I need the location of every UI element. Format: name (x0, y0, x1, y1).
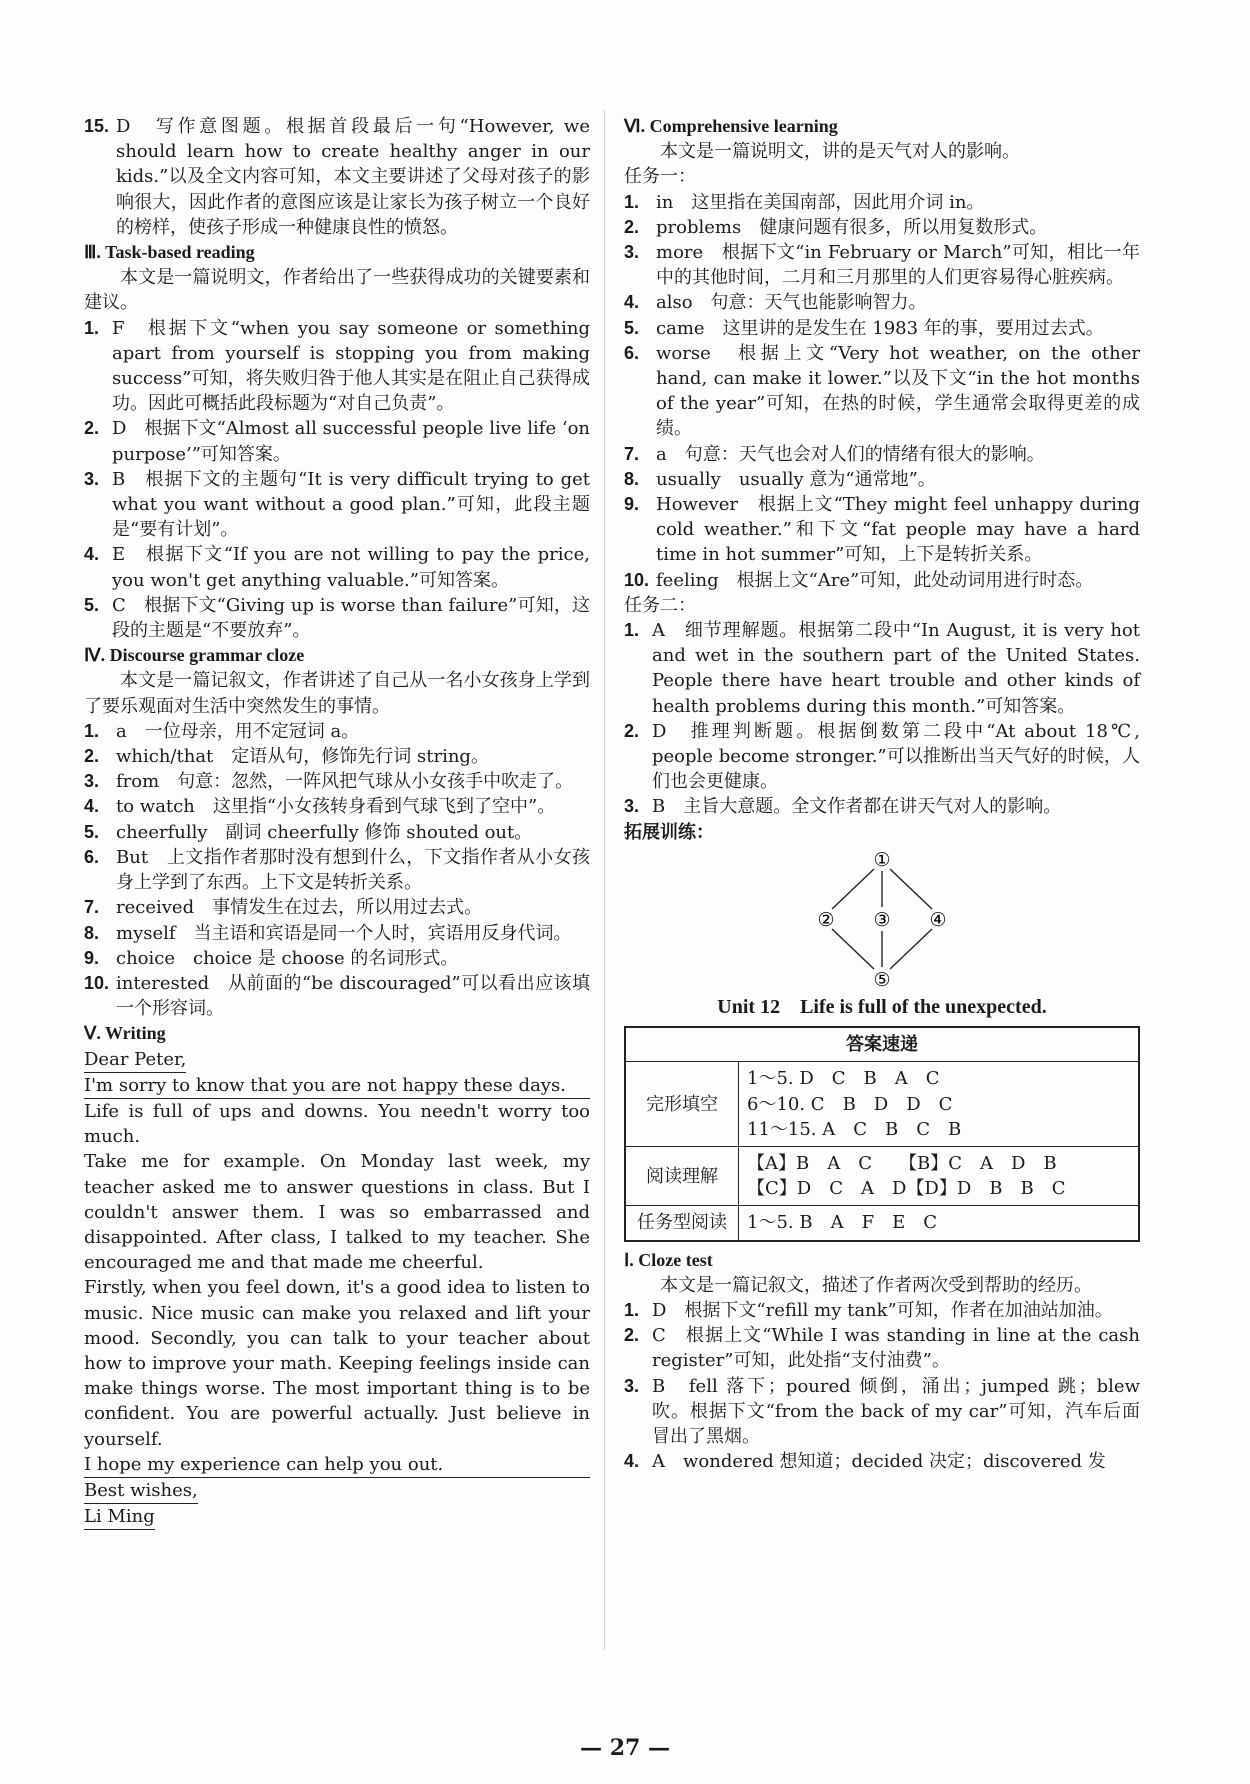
item-text: But 上文指作者那时没有想到什么，下文指作者从小女孩身上学到了东西。上下文是转折关系。 (116, 846, 590, 894)
item-number: 2. (84, 418, 100, 439)
item-number: 2. (624, 216, 640, 237)
section-heading: Ⅰ. Cloze test (624, 1249, 713, 1270)
letter-greeting: Dear Peter, (84, 1047, 186, 1073)
item-number: 5. (84, 594, 100, 615)
answer-item (624, 1374, 1140, 1450)
item-text: D 根据下文“Almost all successful people live life ‘on purpose’”可知答案。 (112, 418, 590, 465)
answer-item (624, 1323, 1140, 1373)
item-text: to watch 这里指“小女孩转身看到气球飞到了空中”。 (116, 796, 556, 818)
answer-item (84, 719, 590, 744)
answer-item (624, 442, 1140, 467)
answer-item (624, 719, 1140, 795)
item-text: choice choice 是 choose 的名词形式。 (116, 947, 459, 969)
letter-opening: I'm sorry to know that you are not happy these days. (84, 1073, 590, 1099)
answer-row-label: 完形填空 (625, 1062, 739, 1147)
right-column (624, 114, 1140, 1474)
answer-list (624, 1298, 1140, 1474)
answer-item (84, 114, 590, 240)
diagram-node: ② (817, 908, 835, 931)
item-text: D 写作意图题。根据首段最后一句“However, we should learn how to create healthy anger in our kids.”以及全文内容可知，本文主要讲述了父母对孩子的影响很大，因此作者的意图应该是让家长为孩子树立一个良好的榜样，使孩子形成一种健康良性的愤怒。 (116, 116, 590, 238)
answer-item (624, 568, 1140, 593)
item-text: D 推理判断题。根据倒数第二段中“At about 18℃, people become stronger.”可以推断出当天气好的时候，人们也会更健康。 (652, 720, 1140, 793)
diagram-node: ① (873, 848, 891, 871)
item-text: B 主旨大意题。全文作者都在讲天气对人的影响。 (652, 796, 1062, 818)
answer-item (84, 542, 590, 592)
item-text: C 根据下文“Giving up is worse than failure”可知，这段的主题是“不要放弃”。 (112, 594, 590, 642)
item-number: 1. (624, 620, 640, 641)
item-text: also 句意：天气也能影响智力。 (656, 292, 927, 314)
letter-closing: I hope my experience can help you out. (84, 1452, 590, 1478)
item-text: worse 根据上文“Very hot weather, on the other hand, can make it lower.”以及下文“in the hot months of the year”可知，在热的时候，学生通常会取得更差的成绩。 (656, 342, 1140, 440)
answer-line: 6～10. C B D D C (747, 1093, 953, 1115)
item-number: 8. (84, 922, 100, 943)
answer-list (84, 719, 590, 1021)
item-number: 3. (624, 1375, 640, 1396)
item-text: more 根据下文“in February or March”可知，相比一年中的其他时间，二月和三月那里的人们更容易得心脏疾病。 (656, 242, 1140, 289)
answer-line: 1～5. D C B A C (747, 1068, 940, 1090)
item-number: 1. (84, 720, 100, 741)
answer-list (624, 618, 1140, 820)
section-heading: Ⅴ. Writing (84, 1023, 166, 1044)
item-number: 6. (84, 846, 100, 867)
item-text: D 根据下文“refill my tank”可知，作者在加油站加油。 (652, 1299, 1113, 1321)
answer-item (84, 895, 590, 920)
left-column (84, 114, 590, 1530)
letter-name: Li Ming (84, 1504, 155, 1530)
diagram-node: ④ (929, 908, 947, 931)
letter-signoff: Best wishes, (84, 1478, 198, 1504)
item-text: problems 健康问题有很多，所以用复数形式。 (656, 216, 1048, 238)
item-text: a 一位母亲，用不定冠词 a。 (116, 720, 360, 742)
answer-row-values (739, 1062, 1140, 1147)
item-number: 9. (84, 947, 100, 968)
answer-item (624, 316, 1140, 341)
item-number: 8. (624, 468, 640, 489)
section-intro: 本文是一篇说明文，作者给出了一些获得成功的关键要素和建议。 (84, 267, 590, 314)
item-text: came 这里讲的是发生在 1983 年的事，要用过去式。 (656, 317, 1104, 339)
item-number: 4. (84, 796, 100, 817)
item-text: E 根据下文“If you are not willing to pay the price, you won't get anything valuable.”可知答案。 (112, 544, 590, 591)
item-text: feeling 根据上文“Are”可知，此处动词用进行时态。 (656, 569, 1094, 591)
answer-row-values (739, 1206, 1140, 1241)
answer-table-header: 答案速递 (625, 1027, 1139, 1062)
item-number: 2. (624, 720, 640, 741)
item-text: in 这里指在美国南部，因此用介词 in。 (656, 191, 985, 213)
item-number: 1. (84, 317, 100, 338)
item-number: 9. (624, 494, 640, 515)
diagram-node: ⑤ (873, 968, 891, 989)
section-intro: 本文是一篇说明文，讲的是天气对人的影响。 (660, 141, 1020, 163)
item-number: 10. (84, 972, 110, 993)
letter-paragraph: Take me for example. On Monday last week, my teacher asked me to answer questions in class. But I couldn't answer them. I was so embarrassed and disappointed. After class, I talked to my teacher. She encouraged me and that made me cheerful. (84, 1151, 590, 1274)
answer-item (84, 416, 590, 466)
answer-item (84, 971, 590, 1021)
item-text: However 根据上文“They might feel unhappy during cold weather.”和下文“fat people may have a hard time in hot summer”可知，上下是转折关系。 (656, 494, 1140, 566)
item-number: 10. (624, 569, 650, 590)
section-intro: 本文是一篇记叙文，描述了作者两次受到帮助的经历。 (660, 1274, 1092, 1296)
answer-item (84, 593, 590, 643)
item-text: A wondered 想知道；decided 决定；discovered 发 (652, 1451, 1106, 1473)
answer-item (84, 921, 590, 946)
item-text: usually usually 意为“通常地”。 (656, 468, 936, 490)
section-heading: Ⅵ. Comprehensive learning (624, 116, 838, 136)
answer-row-label: 阅读理解 (625, 1146, 739, 1205)
answer-item (624, 618, 1140, 719)
answer-item (624, 492, 1140, 568)
item-text: received 事情发生在过去，所以用过去式。 (116, 897, 483, 919)
item-number: 5. (624, 317, 640, 338)
answer-item (84, 946, 590, 971)
answer-line: 1～5. B A F E C (747, 1212, 937, 1234)
answer-item (624, 240, 1140, 290)
letter (84, 1047, 590, 1531)
answer-item (84, 820, 590, 845)
item-number: 1. (624, 1299, 640, 1320)
item-text: from 句意：忽然，一阵风把气球从小女孩手中吹走了。 (116, 771, 574, 793)
page-number-value: 27 (609, 1735, 641, 1761)
extension-label: 拓展训练： (624, 821, 714, 843)
answer-item (84, 769, 590, 794)
item-text: B 根据下文的主题句“It is very difficult trying to get what you want without a good plan.”可知，此段主题是“要有计划”。 (112, 468, 590, 541)
answer-item (624, 190, 1140, 215)
item-number: 4. (84, 544, 100, 565)
item-text: interested 从前面的“be discouraged”可以看出应该填一个形容词。 (116, 972, 590, 1020)
item-number: 1. (624, 191, 640, 212)
answer-item (624, 1298, 1140, 1323)
page-number: — 27 — (580, 1735, 670, 1761)
answer-item (624, 467, 1140, 492)
item-number: 4. (624, 1451, 640, 1472)
answer-list (624, 190, 1140, 593)
answer-list (84, 316, 590, 644)
item-number: 7. (84, 897, 100, 918)
structure-diagram (802, 849, 962, 989)
item-number: 3. (84, 468, 100, 489)
item-number: 4. (624, 292, 640, 313)
item-text: myself 当主语和宾语是同一个人时，宾语用反身代词。 (116, 922, 572, 944)
unit-title: Unit 12 Life is full of the unexpected. (717, 995, 1047, 1018)
item-text: C 根据上文“While I was standing in line at the cash register”可知，此处指“支付油费”。 (652, 1325, 1140, 1372)
answer-row-values (739, 1146, 1140, 1205)
item-number: 3. (624, 796, 640, 817)
answer-table (624, 1026, 1140, 1241)
section-heading: Ⅳ. Discourse grammar cloze (84, 645, 305, 666)
answer-row-label: 任务型阅读 (625, 1206, 739, 1241)
answer-item (84, 845, 590, 895)
item-number: 3. (84, 771, 100, 792)
answer-item (624, 794, 1140, 819)
item-text: a 句意：天气也会对人们的情绪有很大的影响。 (656, 443, 1045, 465)
column-divider (604, 110, 605, 1650)
answer-item (624, 215, 1140, 240)
item-number: 5. (84, 821, 100, 842)
item-number: 6. (624, 342, 640, 363)
task-label: 任务一： (624, 166, 696, 188)
answer-item (624, 341, 1140, 442)
answer-item (84, 316, 590, 417)
item-number: 2. (624, 1325, 640, 1346)
item-number: 2. (84, 746, 100, 767)
item-number: 15. (84, 116, 110, 136)
section-intro: 本文是一篇记叙文，作者讲述了自己从一名小女孩身上学到了要乐观面对生活中突然发生的事情。 (84, 670, 590, 717)
letter-paragraph: Life is full of ups and downs. You needn't worry too much. (84, 1100, 590, 1148)
answer-item (84, 744, 590, 769)
answer-line: 【C】D C A D【D】D B B C (747, 1178, 1066, 1200)
answer-item (624, 1449, 1140, 1474)
answer-line: 11～15. A C B C B (747, 1118, 962, 1140)
answer-item (84, 794, 590, 819)
section-heading: Ⅲ. Task-based reading (84, 242, 255, 263)
item-text: cheerfully 副词 cheerfully 修饰 shouted out。 (116, 821, 533, 843)
item-number: 3. (624, 242, 640, 263)
item-text: which/that 定语从句，修饰先行词 string。 (116, 746, 489, 768)
item-number: 7. (624, 443, 640, 464)
item-text: B fell 落下；poured 倾倒，涌出；jumped 跳；blew 吹。根据下文“from the back of my car”可知，汽车后面冒出了黑烟。 (652, 1375, 1140, 1447)
item-text: F 根据下文“when you say someone or something apart from yourself is stopping you from making success”可知，将失败归咎于他人其实是在阻止自己获得成功。因此可概括此段标题为“对自己负责”。 (112, 317, 590, 415)
item-text: A 细节理解题。根据第二段中“In August, it is very hot and wet in the southern part of the United States. People there have heart trouble and other kinds of health problems during this month.”可知答案。 (652, 620, 1140, 717)
letter-paragraph: Firstly, when you feel down, it's a good idea to listen to music. Nice music can make you relaxed and lift your mood. Secondly, you can talk to your teacher about how to improve your math. Keeping feelings inside can make things worse. The most important thing is to be confident. You are powerful actually. Just believe in yourself. (84, 1277, 590, 1450)
task-label: 任务二： (624, 594, 696, 616)
answer-item (624, 290, 1140, 315)
answer-item (84, 467, 590, 543)
diagram-node: ③ (873, 908, 891, 931)
answer-line: 【A】B A C 【B】C A D B (747, 1152, 1057, 1174)
